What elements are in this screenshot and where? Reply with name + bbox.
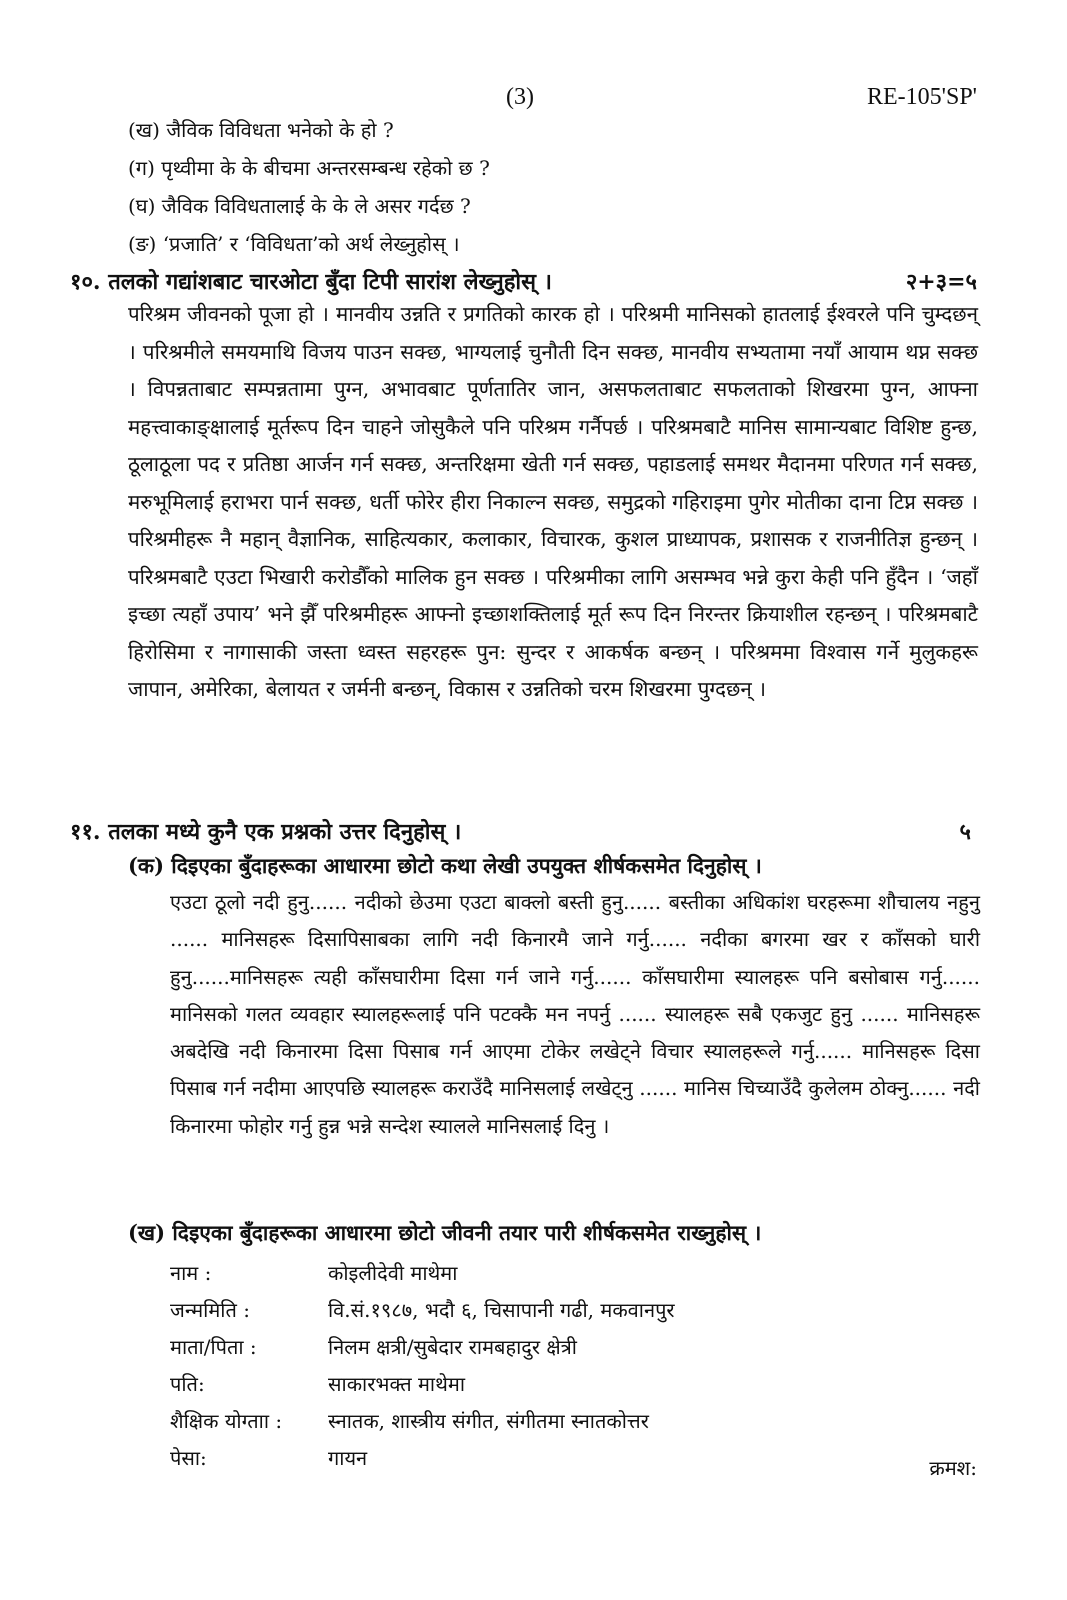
q11-title: ११. तलका मध्ये कुनै एक प्रश्नको उत्तर दिनुहोस् । [70,819,462,845]
q10-passage: परिश्रम जीवनको पूजा हो । मानवीय उन्नति र प्रगतिको कारक हो । परिश्रमी मानिसको हातलाई ईश्वरले पनि चुम्दछन् । परिश्रमीले समयमाथि विजय पाउन सक्छ, भाग्यलाई चुनौती दिन सक्छ, मानवीय सभ्यतामा नयाँ आयाम थप्न सक्छ । विपन्नताबाट सम्पन्नतामा पुग्न, अभावबाट पूर्णतातिर जान, असफलताबाट सफलताको शिखरमा पुग्न, आफ्ना महत्त्वाकाङ्क्षालाई मूर्तरूप दिन चाहने जोसुकैले पनि परिश्रम गर्नैपर्छ । परिश्रमबाटै मानिस सामान्यबाट विशिष्ट हुन्छ, ठूलाठूला पद र प्रतिष्ठा आर्जन गर्न सक्छ, अन्तरिक्षमा खेती गर्न सक्छ, पहाडलाई समथर मैदानमा परिणत गर्न सक्छ, मरुभूमिलाई हराभरा पार्न सक्छ, धर्ती फोरेर हीरा निकाल्न सक्छ, समुद्रको गहिराइमा पुगेर मोतीका दाना टिप्न सक्छ । परिश्रमीहरू नै महान् वैज्ञानिक, साहित्यकार, कलाकार, विचारक, कुशल प्राध्यापक, प्रशासक र राजनीतिज्ञ हुन्छन् । परिश्रमबाटै एउटा भिखारी करोडौँको मालिक हुन सक्छ । परिश्रमीका लागि असम्भव भन्ने कुरा केही पनि हुँदैन । ‘जहाँ इच्छा त्यहाँ उपाय’ भने झैँ परिश्रमीहरू आफ्नो इच्छाशक्तिलाई मूर्त रूप दिन निरन्तर क्रियाशील रहन्छन् । परिश्रमबाटै हिरोसिमा र नागासाकी जस्ता ध्वस्त सहरहरू पुन: सुन्दर र आकर्षक बन्छन् । परिश्रममा विश्वास गर्ने मुलुकहरू जापान, अमेरिका, बेलायत र जर्मनी बन्छन्, विकास र उन्नतिको चरम शिखरमा पुग्दछन् । [128,302,978,701]
bio-label: पेसा: [170,1446,207,1470]
bio-value: स्नातक, शास्त्रीय संगीत, संगीतमा स्नातकोत्तर [328,1409,649,1433]
q9-subquestion-gha: (घ) जैविक विविधतालाई के के ले असर गर्दछ ? [128,194,471,218]
q9-subquestion-ga: (ग) पृथ्वीमा के के बीचमा अन्तरसम्बन्ध रहेको छ ? [128,156,490,180]
q11-part-b-title: (ख) दिइएका बुँदाहरूका आधारमा छोटो जीवनी तयार पारी शीर्षकसमेत राख्नुहोस् । [128,1220,762,1245]
q11-marks: ५ [959,819,971,845]
bio-label: माता/पिता : [170,1335,257,1359]
bio-row-birth [170,1296,675,1323]
bio-label: पति: [170,1372,205,1396]
bio-label: जन्ममिति : [170,1298,250,1322]
bio-label: नाम : [170,1261,212,1285]
q9-subquestion-nga: (ङ) ‘प्रजाति’ र ‘विविधता’को अर्थ लेख्नुहोस् । [128,232,460,256]
bio-label: शैक्षिक योग्ताा : [170,1409,283,1433]
bio-value: कोइलीदेवी माथेमा [328,1261,458,1285]
bio-row-education [170,1407,649,1434]
page-number: (3) [506,84,534,110]
q11-part-a-text: एउटा ठूलो नदी हुनु...... नदीको छेउमा एउटा बाक्लो बस्ती हुनु...... बस्तीका अधिकांश घरहरूमा शौचालय नहुनु ...... मानिसहरू दिसापिसाबका लागि नदी किनारमै जाने गर्नु...... नदीका बगरमा खर र काँसको घारी हुनु......मानिसहरू त्यही काँसघारीमा दिसा गर्न जाने गर्नु...... काँसघारीमा स्यालहरू पनि बसोबास गर्नु...... मानिसको गलत व्यवहार स्यालहरूलाई पनि पटक्कै मन नपर्नु ...... स्यालहरू सबै एकजुट हुनु ...... मानिसहरू अबदेखि नदी किनारमा दिसा पिसाब गर्न आएमा टोकेर लखेट्ने विचार स्यालहरूले गर्नु...... मानिसहरू दिसा पिसाब गर्न नदीमा आएपछि स्यालहरू कराउँदै मानिसलाई लखेट्नु ...... मानिस चिच्याउँदै कुलेलम ठोक्नु...... नदी किनारमा फोहोर गर्नु हुन्न भन्ने सन्देश स्यालले मानिसलाई दिनु । [170,890,980,1138]
paper-code: RE-105'SP' [866,84,977,110]
bio-row-husband [170,1370,465,1397]
bio-row-profession [170,1444,367,1471]
bio-row-parents [170,1333,577,1360]
bio-value: वि.सं.१९८७, भदौ ६, चिसापानी गढी, मकवानपुर [328,1298,675,1322]
q9-subquestion-kha: (ख) जैविक विविधता भनेको के हो ? [128,118,394,142]
q10-title: १०. तलको गद्यांशबाट चारओटा बुँदा टिपी सारांश लेख्नुहोस् । [70,269,552,295]
bio-value: निलम क्षत्री/सुबेदार रामबहादुर क्षेत्री [328,1335,577,1359]
q11-part-a-title: (क) दिइएका बुँदाहरूका आधारमा छोटो कथा लेखी उपयुक्त शीर्षकसमेत दिनुहोस् । [128,853,762,878]
bio-value: साकारभक्त माथेमा [328,1372,466,1396]
bio-row-name [170,1259,457,1286]
continued-label: क्रमश: [929,1456,977,1480]
bio-value: गायन [328,1446,368,1470]
q10-marks: २+३=५ [905,269,977,295]
